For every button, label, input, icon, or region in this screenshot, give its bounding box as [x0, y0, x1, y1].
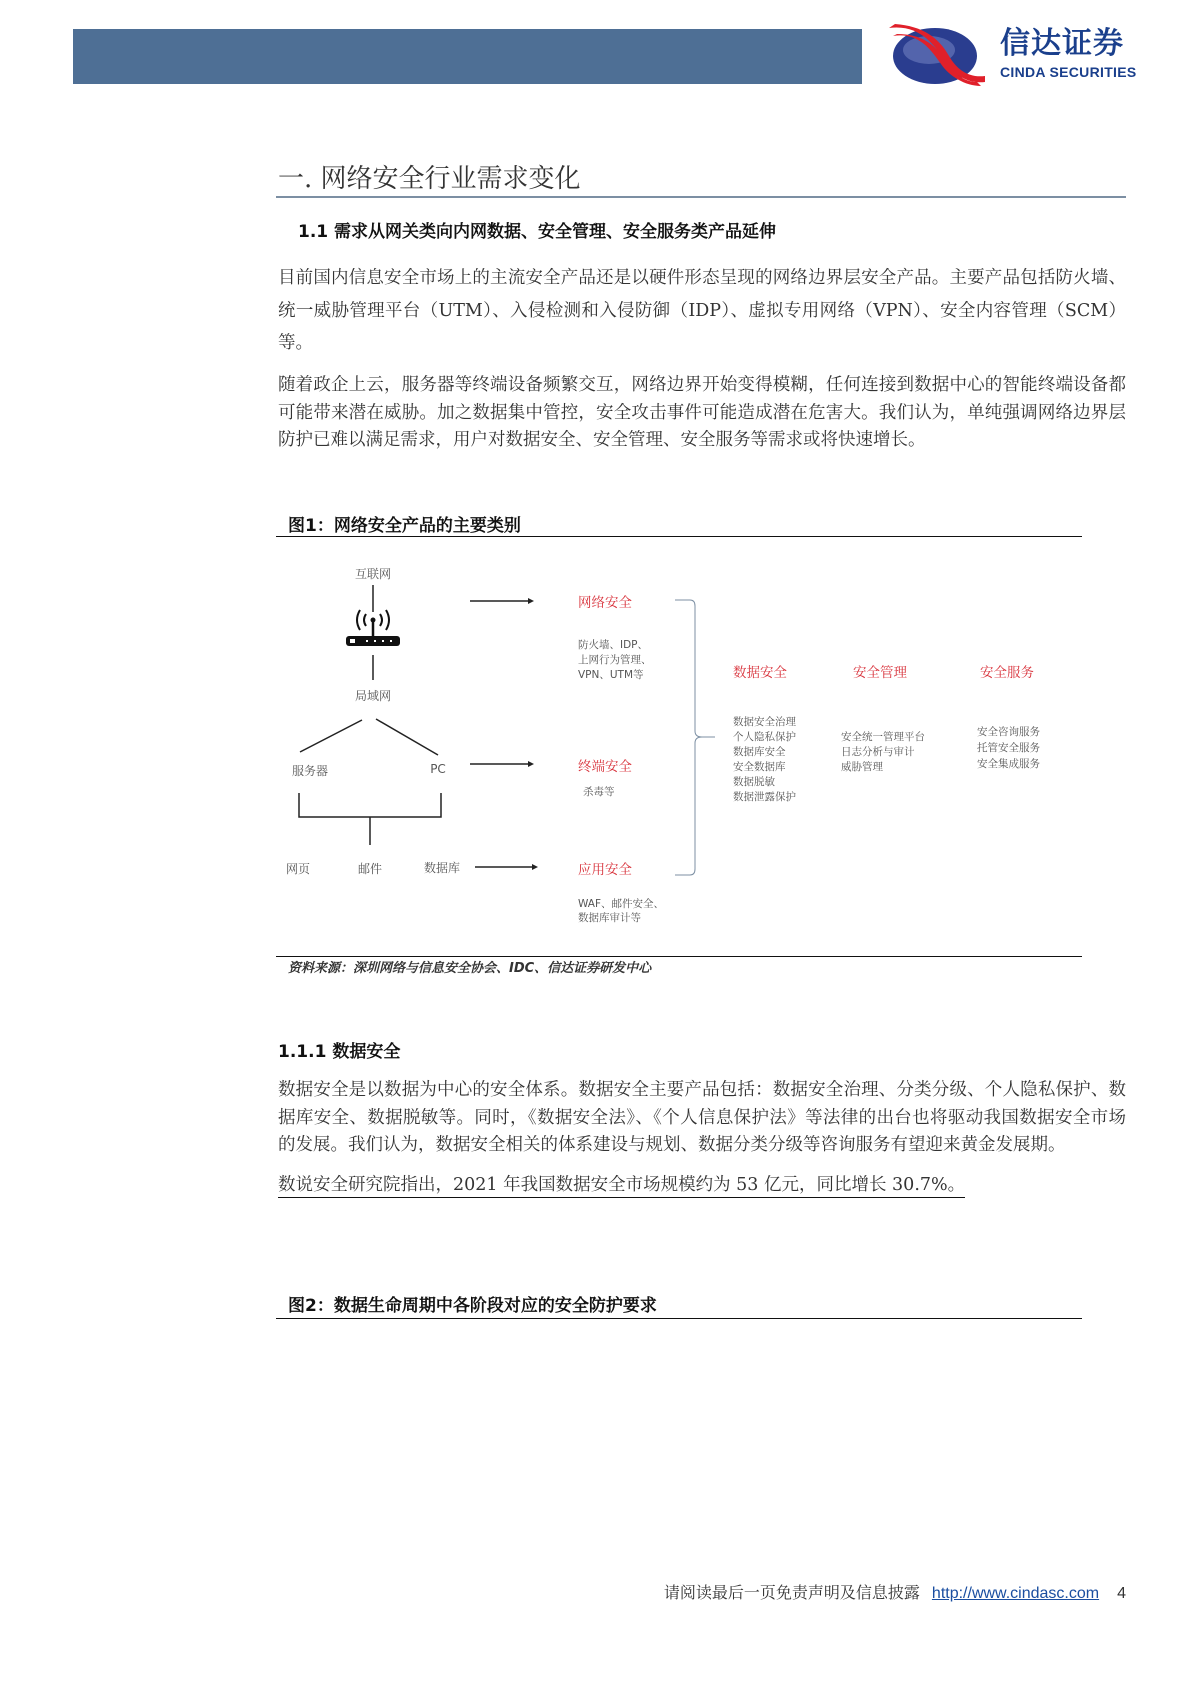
extension-item: 数据安全治理 — [733, 716, 796, 728]
extension-security-management: 安全管理 — [853, 665, 907, 681]
paragraph — [278, 1172, 1126, 1200]
logo-text-cn: 信达证券 — [1000, 26, 1124, 61]
paragraph — [278, 262, 1126, 360]
node-mail: 邮件 — [357, 862, 383, 876]
arrowhead — [528, 598, 534, 604]
right-brace — [675, 600, 715, 875]
node-internet: 互联网 — [354, 567, 392, 581]
paragraph-group — [278, 1077, 1126, 1199]
paragraph-text: 目前国内信息安全市场上的主流安全产品还是以硬件形态呈现的网络边界层安全产品。主要产品包括防火墙、统一威胁管理平台（UTM）、入侵检测和入侵防御（IDP）、虚拟专用网络（VPN）、安全内容管理（SCM）等。 — [278, 268, 1126, 353]
connector-line — [300, 720, 362, 752]
page-number: 4 — [1117, 1585, 1126, 1602]
node-server: 服务器 — [291, 764, 329, 778]
category-endpoint-security: 终端安全 — [578, 759, 632, 775]
node-pc: PC — [430, 762, 446, 776]
footer — [664, 1582, 1126, 1605]
header-bar — [73, 29, 862, 84]
connector-line — [376, 719, 438, 755]
extension-item: 日志分析与审计 — [841, 746, 915, 758]
node-lan: 局域网 — [354, 689, 392, 703]
extension-item: 安全统一管理平台 — [841, 731, 925, 743]
category-item: WAF、邮件安全、 — [578, 898, 665, 910]
extension-item: 安全数据库 — [733, 761, 786, 773]
category-item: VPN、UTM等 — [578, 669, 644, 681]
category-application-security: 应用安全 — [578, 862, 632, 878]
extension-item: 安全集成服务 — [977, 758, 1040, 770]
title-divider — [276, 196, 1126, 198]
node-web: 网页 — [285, 862, 311, 876]
subsection-heading-1-1: 1.1 需求从网关类向内网数据、安全管理、安全服务类产品延伸 — [298, 222, 777, 242]
extension-item: 个人隐私保护 — [733, 731, 796, 743]
extension-item: 威胁管理 — [841, 761, 883, 773]
logo-text-en: CINDA SECURITIES — [1000, 64, 1137, 80]
paragraph — [278, 372, 1126, 455]
router-icon — [346, 610, 400, 646]
extension-item: 托管安全服务 — [977, 742, 1040, 754]
cinda-logo — [889, 24, 989, 88]
paragraph-text: 随着政企上云，服务器等终端设备频繁交互，网络边界开始变得模糊，任何连接到数据中心的智能终端设备都可能带来潜在威胁。加之数据集中管控，安全攻击事件可能造成潜在危害大。我们认为，单纯强调网络边界层防护已难以满足需求，用户对数据安全、安全管理、安全服务等需求或将快速增长。 — [278, 375, 1126, 450]
category-item: 杀毒等 — [583, 786, 615, 798]
extension-item: 数据库安全 — [733, 746, 786, 758]
figure1-title: 图1：网络安全产品的主要类别 — [288, 516, 521, 536]
node-database: 数据库 — [423, 861, 461, 875]
figure2-title: 图2：数据生命周期中各阶段对应的安全防护要求 — [288, 1296, 657, 1316]
arrowhead — [528, 761, 534, 767]
extension-item: 数据泄露保护 — [733, 791, 796, 803]
extension-data-security: 数据安全 — [733, 665, 787, 681]
figure2-top-rule — [276, 1318, 1082, 1319]
category-item: 上网行为管理、 — [578, 654, 652, 666]
category-network-security: 网络安全 — [578, 595, 632, 611]
logo-text — [1000, 26, 1137, 81]
subsection-heading-1-1-1: 1.1.1 数据安全 — [278, 1042, 401, 1062]
bracket — [299, 793, 441, 817]
figure1-source: 资料来源：深圳网络与信息安全协会、IDC、信达证券研发中心 — [288, 961, 652, 976]
category-item: 防火墙、IDP、 — [578, 639, 649, 651]
paragraph-text-underlined: 数说安全研究院指出，2021 年我国数据安全市场规模约为 53 亿元，同比增长 30.7%。 — [278, 1175, 965, 1198]
extension-item: 安全咨询服务 — [977, 726, 1040, 738]
category-item: 数据库审计等 — [578, 912, 641, 924]
paragraph-text: 数据安全是以数据为中心的安全体系。数据安全主要产品包括：数据安全治理、分类分级、个人隐私保护、数据库安全、数据脱敏等。同时，《数据安全法》、《个人信息保护法》等法律的出台也将驱动我国数据安全市场的发展。我们认为，数据安全相关的体系建设与规划、数据分类分级等咨询服务有望迎来黄金发展期。 — [278, 1080, 1126, 1155]
footer-disclaimer: 请阅读最后一页免责声明及信息披露 — [663, 1583, 920, 1602]
arrowhead — [532, 864, 538, 870]
footer-website-link[interactable]: http://www.cindasc.com — [931, 1585, 1100, 1602]
figure1-top-rule — [276, 536, 1082, 537]
extension-security-services: 安全服务 — [980, 665, 1034, 681]
section-title: 一. 网络安全行业需求变化 — [278, 164, 581, 194]
extension-item: 数据脱敏 — [733, 776, 775, 788]
